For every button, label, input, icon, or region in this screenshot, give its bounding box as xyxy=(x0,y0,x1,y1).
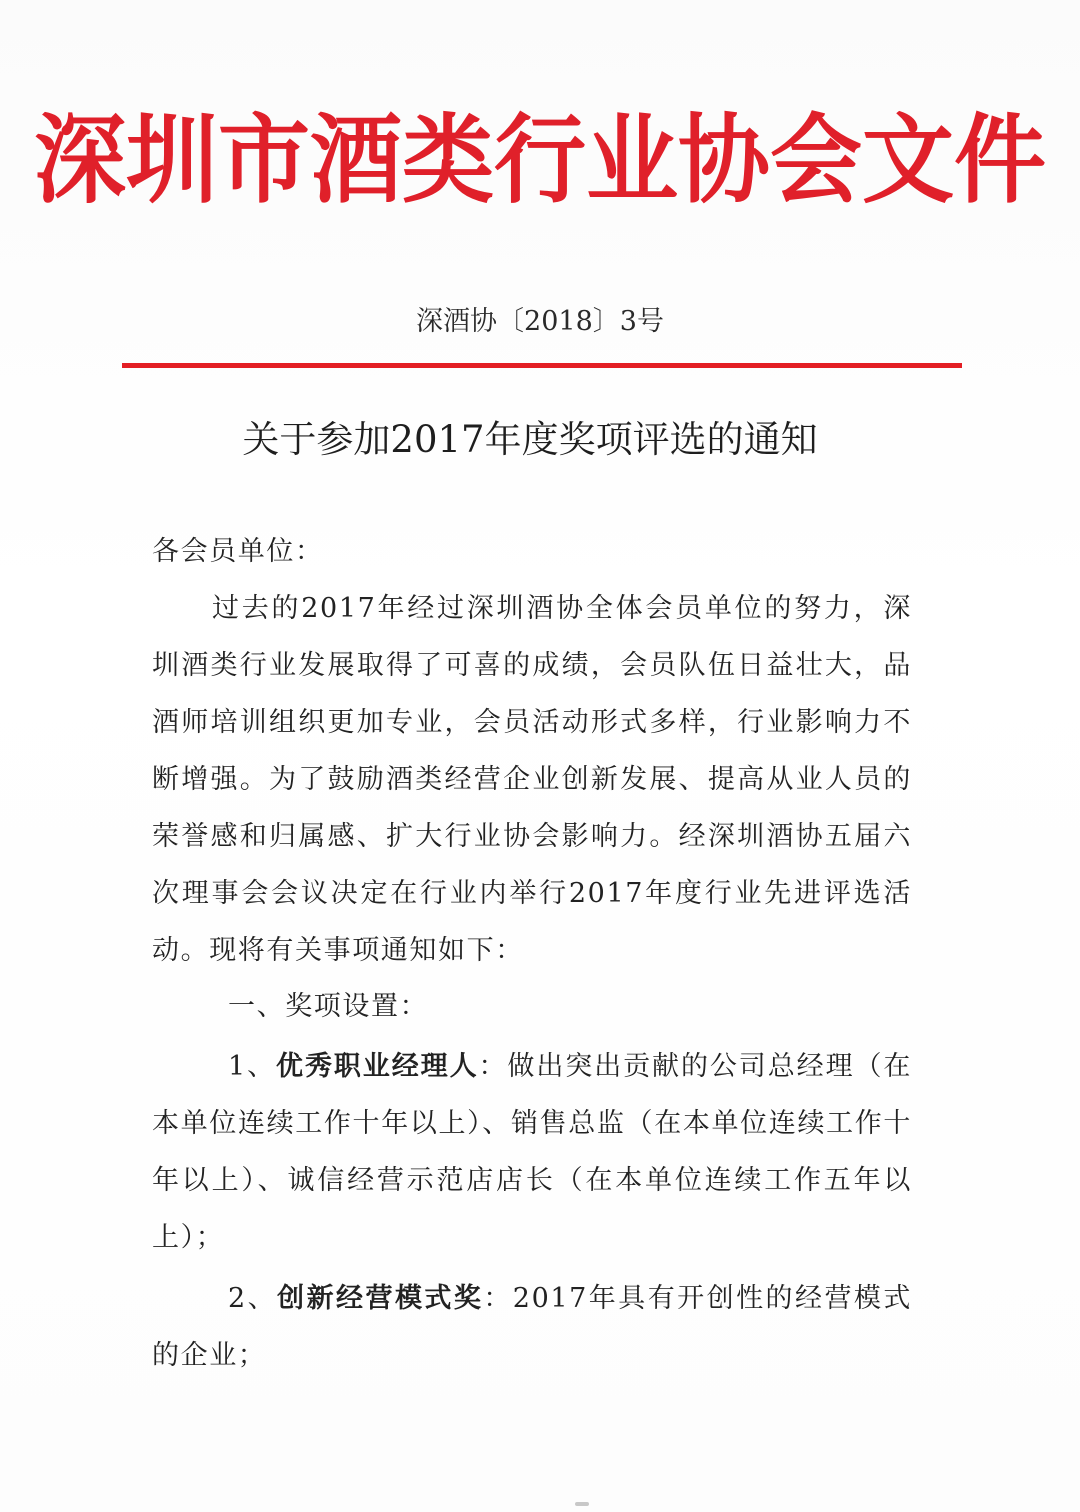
award-item-number: 2、 xyxy=(228,1283,278,1314)
award-item-1 xyxy=(152,1038,912,1266)
notice-title: 关于参加2017年度奖项评选的通知 xyxy=(242,418,818,461)
red-divider-rule xyxy=(122,363,962,368)
page-edge-mark xyxy=(575,1502,589,1506)
document-number: 深酒协〔2018〕3号 xyxy=(416,306,664,337)
salutation: 各会员单位： xyxy=(152,536,324,567)
award-item-number: 1、 xyxy=(228,1051,277,1082)
award-item-2 xyxy=(152,1270,912,1384)
award-item-text: ：做出突出贡献的公司总经理（在本单位连续工作十年以上）、销售总监（在本单位连续工作十年以上）、诚信经营示范店店长（在本单位连续工作五年以上）； xyxy=(152,1051,913,1253)
award-item-text: ：2017年具有开创性的经营模式的企业； xyxy=(152,1283,912,1371)
award-item-term: 创新经营模式奖 xyxy=(277,1283,484,1314)
section-heading-awards: 一、奖项设置： xyxy=(228,991,429,1022)
intro-paragraph: 过去的2017年经过深圳酒协全体会员单位的努力，深圳酒类行业发展取得了可喜的成绩，会员队伍日益壮大，品酒师培训组织更加专业，会员活动形式多样，行业影响力不断增强。为了鼓励酒类经营企业创新发展、提高从业人员的荣誉感和归属感、扩大行业协会影响力。经深圳酒协五届六次理事会会议决定在行业内举行2017年度行业先进评选活动。现将有关事项通知如下： xyxy=(152,593,912,966)
award-item-term: 优秀职业经理人 xyxy=(276,1051,479,1082)
letterhead-title: 深圳市酒类行业协会文件 xyxy=(33,103,1046,217)
